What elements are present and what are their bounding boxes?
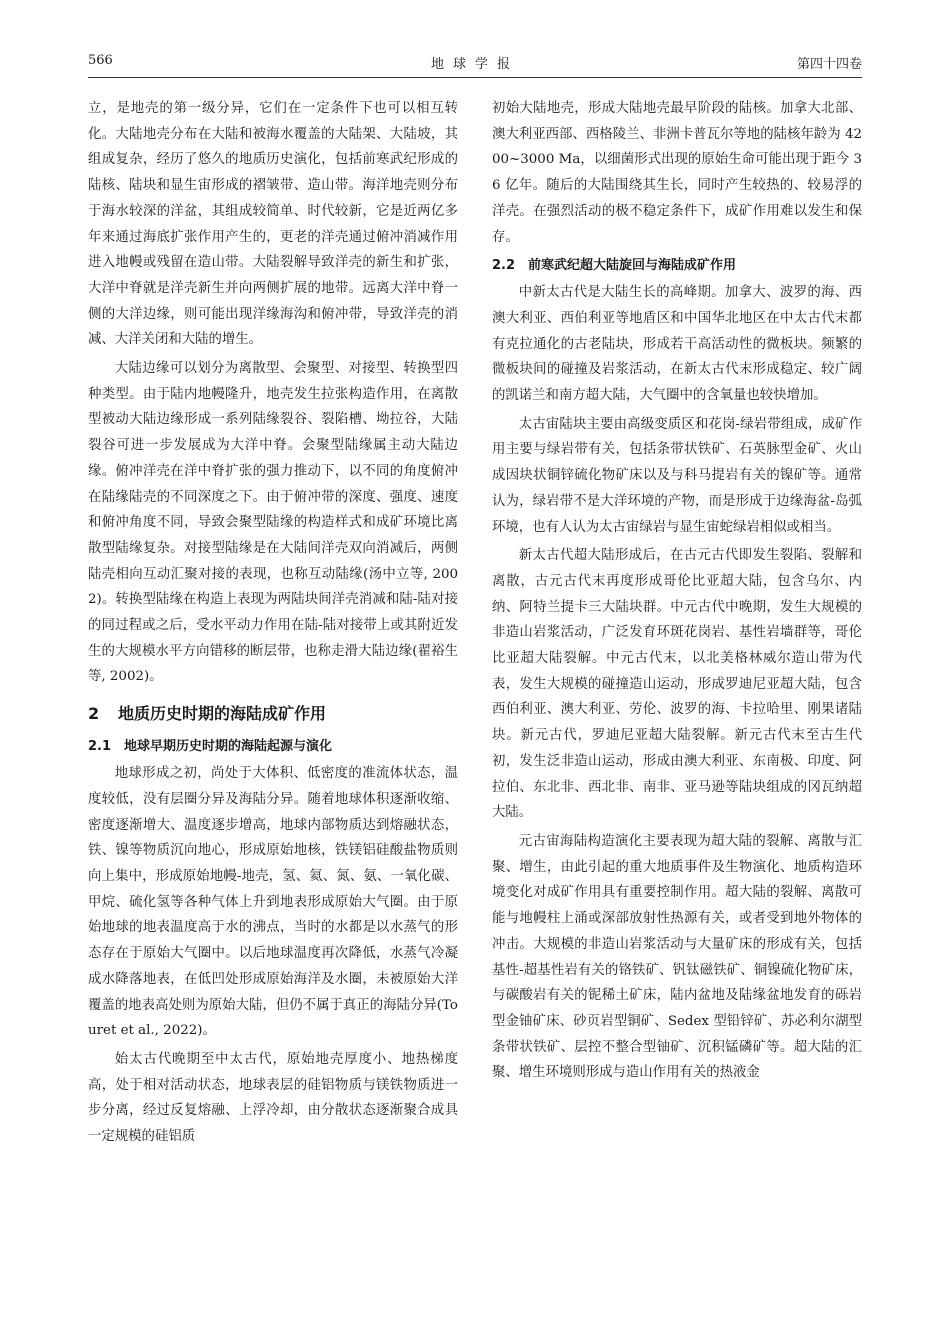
paragraph-archean: 始太古代晚期至中太古代，原始地壳厚度小、地热梯度高，处于相对活动状态，地球表层的硅铝物质与镁铁物质进一步分离，经过反复熔融、上浮冷却，由分散状态逐渐聚合成具一定规模的硅铝质: [88, 1051, 458, 1145]
section-title: 地质历史时期的海陆成矿作用: [118, 704, 327, 724]
paragraph-proterozoic: 元古宙海陆构造演化主要表现为超大陆的裂解、离散与汇聚、增生，由此引起的重大地质事件及生物演化、地质构造环境变化对成矿作用具有重要控制作用。超大陆的裂解、离散可能与地幔柱上涌或深部放射性热源有关，或者受到地外物体的冲击。大规模的非造山岩浆活动与大量矿床的形成有关，包括基性-超基性岩有关的铬铁矿、钒钛磁铁矿、铜镍硫化物矿床，与碳酸岩有关的铌稀土矿床，陆内盆地及陆缘盆地发育的砾岩型金铀矿床、砂页岩型铜矿、Sedex 型铅锌矿、苏必利尔湖型条带状铁矿、层控不整合型铀矿、沉积锰磷矿等。超大陆的汇聚、增生环境则形成与造山作用有关的热液金: [492, 833, 862, 1081]
paragraph-continued: 立，是地壳的第一级分异，它们在一定条件下也可以相互转化。大陆地壳分布在大陆和被海水覆盖的大陆架、大陆坡，其组成复杂，经历了悠久的地质历史演化，包括前寒武纪形成的陆核、陆块和显生宙形成的褶皱带、造山带。海洋地壳则分布于海水较深的洋盆，其组成较简单、时代较新，它是近两亿多年来通过海底扩张作用产生的，更老的洋壳通过俯冲消减作用进入地幔或残留在造山带。大陆裂解导致洋壳的新生和扩张，大洋中脊就是洋壳新生并向两侧扩展的地带。远离大洋中脊一侧的大洋边缘，则可能出现洋缘海沟和俯冲带，导致洋壳的消减、大洋关闭和大陆的增生。: [88, 101, 458, 348]
section-heading-2: [88, 702, 458, 726]
paragraph-early-earth: 地球形成之初，尚处于大体积、低密度的准流体状态，温度较低，没有层圈分异及海陆分异。随着地球体积逐渐收缩、密度逐渐增大、温度逐步增高，地球内部物质达到熔融状态，铁、镍等物质沉向地心，形成原始地核，铁镁铝硅酸盐物质则向上集中，形成原始地幔-地壳，氢、氦、氮、氨、一氧化碳、甲烷、硫化氢等各种气体上升到地表形成原始大气圈。由于原始地球的地表温度高于水的沸点，当时的水都是以水蒸气的形态存在于原始大气圈中。以后地球温度再次降低，水蒸气冷凝成水降落地表，在低凹处形成原始海洋及水圈，未被原始大洋覆盖的地表高处则为原始大陆，但仍不属于真正的海陆分异(Touret et al., 2022)。: [88, 766, 458, 1039]
paragraph-continental-margins: 大陆边缘可以划分为离散型、会聚型、对接型、转换型四种类型。由于陆内地幔隆升，地壳发生拉张构造作用，在离散型被动大陆边缘形成一系列陆缘裂谷、裂陷槽、坳拉谷，大陆裂谷可进一步发展成为大洋中脊。会聚型陆缘属主动大陆边缘。俯冲洋壳在洋中脊扩张的强力推动下，以不同的角度俯冲在陆缘陆壳的不同深度之下。由于俯冲带的深度、强度、速度和俯冲角度不同，导致会聚型陆缘的构造样式和成矿环境比离散型陆缘复杂。对接型陆缘是在大陆间洋壳双向消减后，两侧陆壳相向互动汇聚对接的表现，也称互动陆缘(汤中立等, 2002)。转换型陆缘在构造上表现为两陆块间洋壳消减和陆-陆对接的同过程或之后，受水平动力作用在陆-陆对接带上或其附近发生的大规模水平方向错移的断层带，也称走滑大陆边缘(翟裕生等, 2002)。: [88, 361, 458, 685]
journal-name: 地球学报: [430, 57, 519, 72]
subsection-heading-2-2: [492, 253, 862, 278]
subsection-title: 地球早期历史时期的海陆起源与演化: [124, 739, 333, 755]
left-column: [88, 96, 458, 1153]
subsection-number: 2.2: [492, 258, 516, 274]
running-header: [88, 53, 862, 75]
section-number: 2: [88, 704, 100, 724]
volume-label: 第四十四卷: [796, 57, 862, 72]
right-column: [492, 96, 862, 1089]
page-number: 566: [88, 53, 113, 68]
subsection-title: 前寒武纪超大陆旋回与海陆成矿作用: [528, 258, 737, 274]
subsection-number: 2.1: [88, 739, 112, 755]
subsection-heading-2-1: [88, 734, 458, 759]
paragraph-archean-blocks: 太古宙陆块主要由高级变质区和花岗-绿岩带组成，成矿作用主要与绿岩带有关，包括条带状铁矿、石英脉型金矿、火山成因块状铜锌硫化物矿床以及与科马提岩有关的镍矿等。通常认为，绿岩带不是大洋环境的产物，而是形成于边缘海盆-岛弧环境，也有人认为太古宙绿岩与显生宙蛇绿岩相似或相当。: [492, 416, 862, 535]
header-rule: [88, 77, 862, 78]
paragraph-supercontinents: 新太古代超大陆形成后，在古元古代即发生裂陷、裂解和离散，古元古代末再度形成哥伦比亚超大陆，包含乌尔、内纳、阿特兰提卡三大陆块群。中元古代中晚期，发生大规模的非造山岩浆活动，广泛发育环斑花岗岩、基性岩墙群等，哥伦比亚超大陆裂解。中元古代末，以北美格林威尔造山带为代表，发生大规模的碰撞造山运动，形成罗迪尼亚超大陆，包含西伯利亚、澳大利亚、劳伦、波罗的海、卡拉哈里、刚果诸陆块。新元古代，罗迪尼亚超大陆裂解。新元古代末至古生代初，发生泛非造山运动，形成由澳大利亚、东南极、印度、阿拉伯、东北非、西北非、南非、亚马逊等陆块组成的冈瓦纳超大陆。: [492, 548, 862, 821]
paragraph-continued-right: 初始大陆地壳，形成大陆地壳最早阶段的陆核。加拿大北部、澳大利亚西部、西格陵兰、非洲卡普瓦尔等地的陆核年龄为 4200~3000 Ma，以细菌形式出现的原始生命可能出现于距今 36 亿年。随后的大陆围绕其生长，同时产生较热的、较易浮的洋壳。在强烈活动的极不稳定条件下，成矿作用难以发生和保存。: [492, 101, 862, 245]
paragraph-neoarchean: 中新太古代是大陆生长的高峰期。加拿大、波罗的海、西澳大利亚、西伯利亚等地盾区和中国华北地区在中太古代末都有克拉通化的古老陆块，形成若干高活动性的微板块。频繁的微板块间的碰撞及岩浆活动，在新太古代末形成稳定、较广阔的凯诺兰和南方超大陆，大气圈中的含氧量也较快增加。: [492, 285, 862, 404]
